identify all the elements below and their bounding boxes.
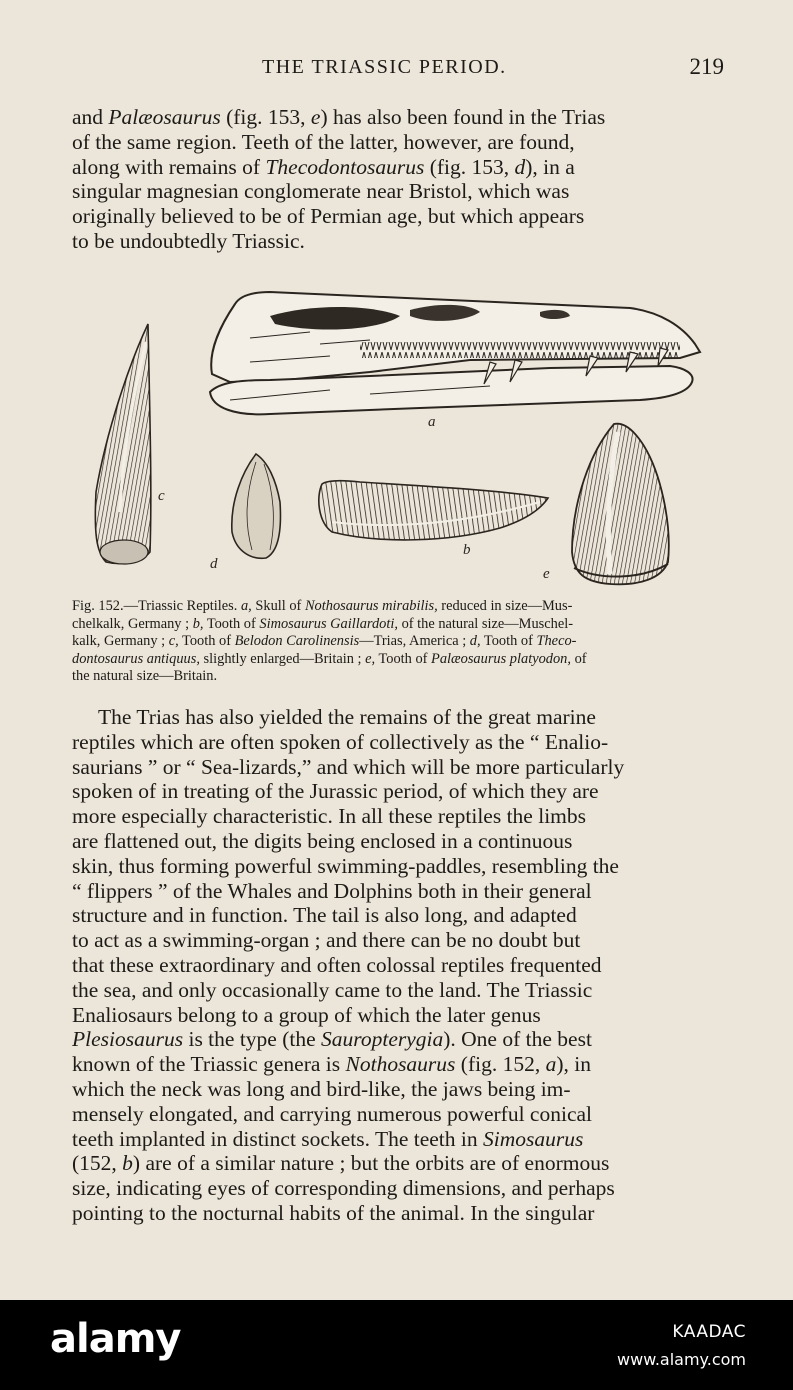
text-line: to act as a swimming-organ ; and there can be no doubt but [72, 928, 581, 953]
alamy-logo: alamy [50, 1316, 181, 1362]
skull-nothosaurus [210, 292, 700, 430]
text-line: are flattened out, the digits being enclosed in a continuous [72, 828, 573, 853]
text-line: known of the Triassic genera is Nothosaurus (fig. 152, a), in [72, 1052, 591, 1077]
caption-line: Fig. 152.—Triassic Reptiles. a, Skull of Nothosaurus mirabilis, reduced in size—Mus- [72, 598, 573, 614]
label-b: b [463, 542, 471, 558]
text-line: “ flippers ” of the Whales and Dolphins both in their general [72, 878, 592, 903]
text-line: and Palæosaurus (fig. 153, e) has also been found in the Trias [72, 105, 606, 129]
tooth-thecodontosaurus [210, 454, 280, 572]
image-id: KAADAC [672, 1322, 746, 1342]
text-line: singular magnesian conglomerate near Bristol, which was [72, 179, 570, 204]
paragraph-2 [72, 705, 722, 1226]
text-line: Plesiosaurus is the type (the Sauropterygia). One of the best [72, 1027, 592, 1052]
caption-line: chelkalk, Germany ; b, Tooth of Simosaurus Gaillardoti, of the natural size—Muschel- [72, 615, 574, 632]
figure-triassic-reptiles [70, 282, 730, 592]
tooth-simosaurus [319, 481, 548, 558]
watermark-footer [0, 1300, 793, 1390]
text-line: that these extraordinary and often colossal reptiles frequented [72, 952, 602, 977]
text-line: originally believed to be of Permian age, but which appears [72, 204, 585, 229]
figure-illustration [70, 282, 730, 592]
site-url: www.alamy.com [617, 1350, 746, 1369]
figure-caption [72, 598, 722, 686]
caption-line: the natural size—Britain. [72, 668, 218, 684]
text-line: size, indicating eyes of corresponding dimensions, and perhaps [72, 1176, 615, 1201]
label-e: e [543, 566, 550, 582]
text-line: to be undoubtedly Triassic. [72, 228, 305, 253]
text-line: (152, b) are of a similar nature ; but the orbits are of enormous [72, 1151, 610, 1176]
label-d: d [210, 556, 218, 572]
text-line: of the same region. Teeth of the latter, however, are found, [72, 129, 575, 154]
text-line: spoken of in treating of the Jurassic period, of which they are [72, 779, 599, 804]
text-line: the sea, and only occasionally came to the land. The Triassic [72, 977, 593, 1002]
text-line: saurians ” or “ Sea-lizards,” and which will be more particularly [72, 754, 625, 779]
text-line: Enaliosaurs belong to a group of which the later genus [72, 1002, 541, 1027]
caption-line: kalk, Germany ; c, Tooth of Belodon Carolinensis—Trias, America ; d, Tooth of Theco- [72, 633, 577, 649]
caption-line: dontosaurus antiquus, slightly enlarged—Britain ; e, Tooth of Palæosaurus platyodon, of [72, 650, 587, 667]
label-c: c [158, 488, 165, 504]
text-line: The Trias has also yielded the remains of the great marine [98, 705, 596, 729]
text-line: teeth implanted in distinct sockets. The teeth in Simosaurus [72, 1126, 584, 1151]
text-line: skin, thus forming powerful swimming-paddles, resembling the [72, 853, 619, 878]
label-a: a [428, 414, 436, 430]
text-line: structure and in function. The tail is also long, and adapted [72, 903, 577, 928]
tooth-palaeosaurus [543, 424, 669, 585]
text-line: along with remains of Thecodontosaurus (fig. 153, d), in a [72, 154, 575, 179]
page-header [0, 56, 793, 84]
page-number: 219 [689, 54, 724, 79]
text-line: more especially characteristic. In all these reptiles the limbs [72, 804, 587, 829]
text-line: reptiles which are often spoken of collectively as the “ Enalio- [72, 729, 609, 754]
paragraph-1 [72, 105, 722, 254]
text-line: pointing to the nocturnal habits of the animal. In the singular [72, 1200, 595, 1225]
text-line: mensely elongated, and carrying numerous powerful conical [72, 1101, 592, 1126]
tooth-belodon [95, 324, 165, 564]
running-title: THE TRIASSIC PERIOD. [262, 56, 507, 78]
text-line: which the neck was long and bird-like, the jaws being im- [72, 1076, 571, 1101]
